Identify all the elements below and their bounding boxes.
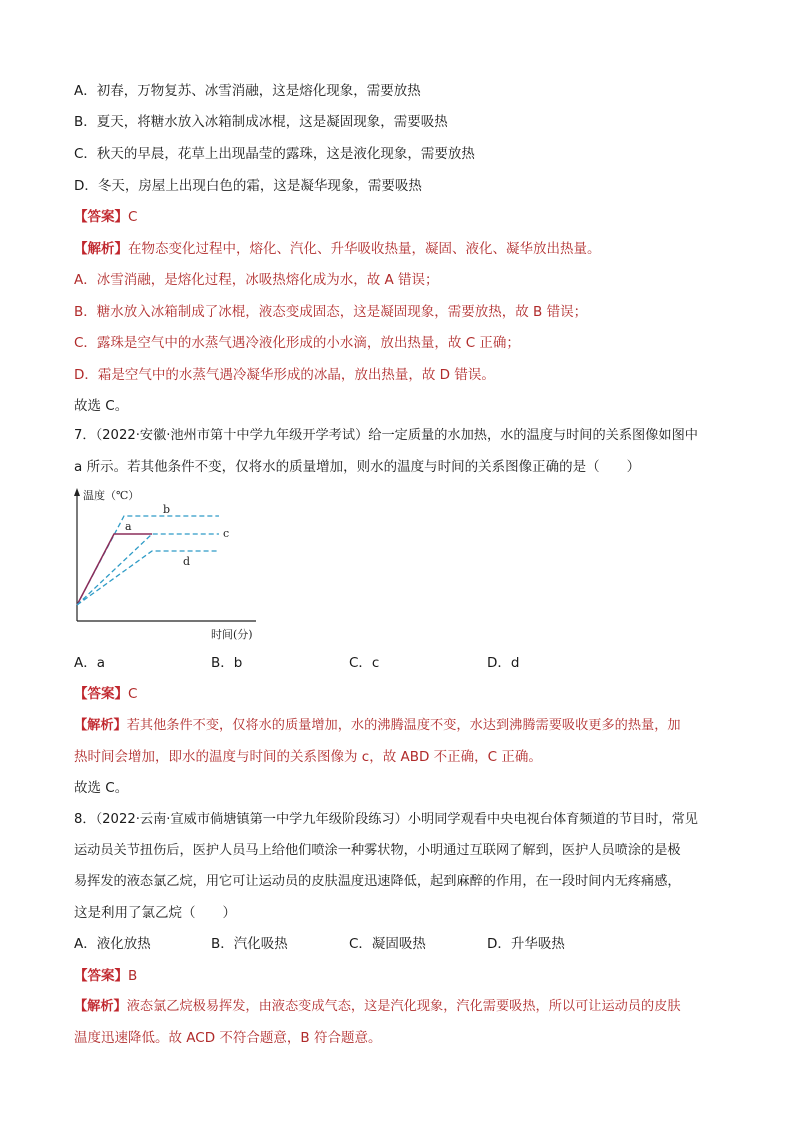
temperature-time-graph <box>66 486 266 646</box>
y-axis-arrow <box>74 488 80 496</box>
q8-option-c: C．凝固吸热 <box>349 936 426 952</box>
q7-option-c: C．c <box>349 655 380 671</box>
q6-option-c: C．秋天的早晨，花草上出现晶莹的露珠，这是液化现象，需要放热 <box>74 146 475 162</box>
answer-value: B <box>128 968 138 984</box>
curve-c <box>77 534 219 605</box>
answer-value: C <box>128 209 138 225</box>
analysis-tag: 【解析】 <box>74 999 127 1014</box>
q7-stem-line2: a 所示。若其他条件不变，仅将水的质量增加，则水的温度与时间的关系图像正确的是（ ） <box>74 459 641 475</box>
q6-option-a: A．初春，万物复苏、冰雪消融，这是熔化现象，需要放热 <box>74 83 421 99</box>
q7-stem-line1: 7．（2022·安徽·池州市第十中学九年级开学考试）给一定质量的水加热，水的温度与时间的关系图像如图中 <box>74 428 698 443</box>
q8-stem-line2: 运动员关节扭伤后，医护人员马上给他们喷涂一种雾状物，小明通过互联网了解到，医护人员喷涂的是极 <box>74 843 681 858</box>
q8-stem-line3: 易挥发的液态氯乙烷，用它可让运动员的皮肤温度迅速降低，起到麻醉的作用，在一段时间内无疼痛感， <box>74 874 681 889</box>
curve-label-d: d <box>183 555 191 568</box>
q8-analysis-line2: 温度迅速降低。故 ACD 不符合题意，B 符合题意。 <box>74 1030 382 1046</box>
curve-b <box>77 516 219 605</box>
curve-label-a: a <box>125 520 132 533</box>
q6-analysis-a: A．冰雪消融，是熔化过程，冰吸热熔化成为水，故 A 错误； <box>74 272 439 288</box>
q6-analysis-c: C．露珠是空气中的水蒸气遇冷液化形成的小水滴，放出热量，故 C 正确； <box>74 335 520 351</box>
x-axis-label: 时间(分) <box>211 628 253 641</box>
q8-option-d: D．升华吸热 <box>487 936 565 952</box>
answer-tag: 【答案】 <box>74 968 128 984</box>
q8-analysis-line1 <box>74 997 681 1017</box>
q8-answer <box>74 966 137 986</box>
answer-value: C <box>128 686 138 702</box>
y-axis-label: 温度（℃） <box>83 489 140 502</box>
q8-option-a: A．液化放热 <box>74 936 151 952</box>
curve-d <box>77 551 219 605</box>
answer-tag: 【答案】 <box>74 686 128 702</box>
analysis-text: 在物态变化过程中，熔化、汽化、升华吸收热量，凝固、液化、凝华放出热量。 <box>128 241 601 257</box>
q6-option-b: B．夏天，将糖水放入冰箱制成冰棍，这是凝固现象，需要吸热 <box>74 114 448 130</box>
curve-label-b: b <box>163 503 171 516</box>
analysis-tag: 【解析】 <box>74 718 127 733</box>
q6-analysis-b: B．糖水放入冰箱制成了冰棍，液态变成固态，这是凝固现象，需要放热，故 B 错误； <box>74 304 588 320</box>
q7-option-a: A．a <box>74 655 106 671</box>
q6-conclusion: 故选 C。 <box>74 398 129 414</box>
q6-option-d: D．冬天，房屋上出现白色的霜，这是凝华现象，需要吸热 <box>74 178 422 194</box>
q6-analysis-intro <box>74 239 601 259</box>
q7-option-b: B．b <box>211 655 243 671</box>
analysis-text: 若其他条件不变，仅将水的质量增加，水的沸腾温度不变，水达到沸腾需要吸收更多的热量，加 <box>126 718 681 733</box>
q8-stem-line4: 这是利用了氯乙烷（ ） <box>74 905 236 921</box>
answer-tag: 【答案】 <box>74 209 128 225</box>
q8-stem-line1: 8．（2022·云南·宣威市倘塘镇第一中学九年级阶段练习）小明同学观看中央电视台体育频道的节目时，常见 <box>74 812 698 827</box>
q8-option-b: B．汽化吸热 <box>211 936 288 952</box>
q6-analysis-d: D．霜是空气中的水蒸气遇冷凝华形成的冰晶，放出热量，故 D 错误。 <box>74 367 495 383</box>
q7-conclusion: 故选 C。 <box>74 780 129 796</box>
analysis-text: 液态氯乙烷极易挥发，由液态变成气态，这是汽化现象，汽化需要吸热，所以可让运动员的皮肤 <box>126 999 681 1014</box>
q7-analysis-line1 <box>74 716 681 736</box>
q6-answer <box>74 207 137 227</box>
analysis-tag: 【解析】 <box>74 241 128 257</box>
curve-label-c: c <box>223 527 230 540</box>
q7-analysis-line2: 热时间会增加，即水的温度与时间的关系图像为 c，故 ABD 不正确，C 正确。 <box>74 749 542 765</box>
q7-answer <box>74 684 137 704</box>
q7-option-d: D．d <box>487 655 520 671</box>
